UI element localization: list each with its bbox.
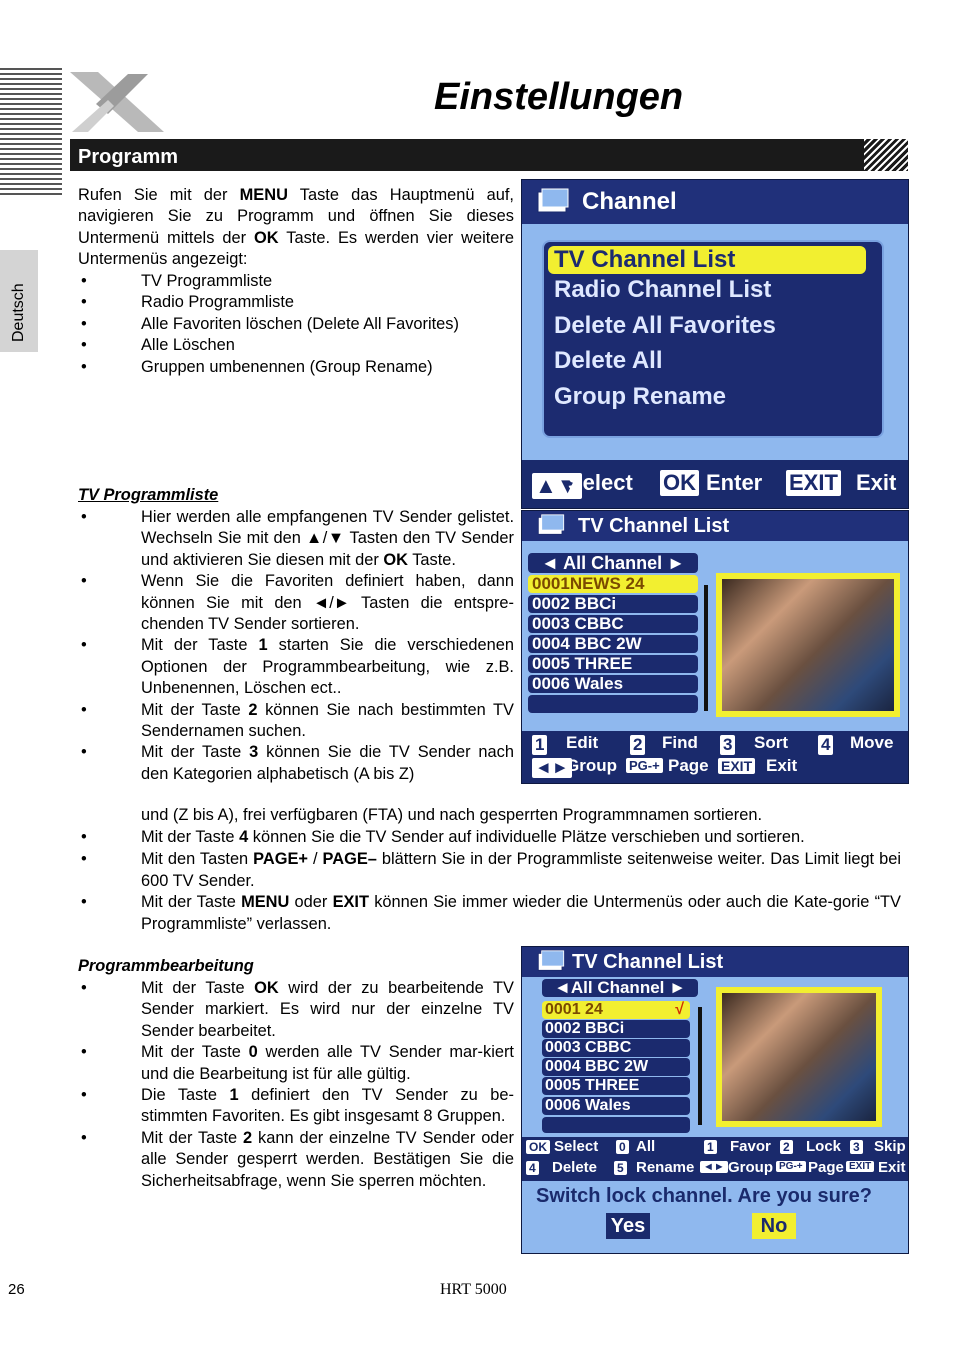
left-right-keys-icon: ◄► (700, 1161, 728, 1173)
key-1: 1 (704, 1140, 717, 1154)
list-item: • Alle Favoriten löschen (Delete All Favorites) (78, 314, 514, 335)
preview-image (722, 579, 894, 711)
key-2: 2 (780, 1140, 793, 1154)
tvlist-bullets-wide (78, 827, 901, 935)
channel-row[interactable]: 0004 BBC 2W (528, 635, 698, 653)
menu-item-delete-all[interactable]: Delete All (554, 347, 663, 374)
no-button[interactable]: No (752, 1213, 796, 1239)
footer-enter: Enter (706, 470, 763, 495)
list-item: • Mit der Taste 2 können Sie nach bestimmten TV Sendernamen suchen. (78, 700, 514, 743)
menu-box (542, 240, 884, 438)
menu-item-tv-channel-list[interactable]: TV Channel List (548, 246, 866, 274)
model-name: HRT 5000 (440, 1281, 507, 1298)
footer-find: Find (662, 733, 698, 752)
list-item: • Die Taste 1 definiert den TV Sender zu be-stimmten Favoriten. Es gibt insgesamt 8 Gruppen. (78, 1085, 514, 1128)
footer-select: Select (568, 470, 633, 495)
list-item: • Mit der Taste 0 werden alle TV Sender mar-kiert und die Bearbeitung ist für alle gültig. (78, 1042, 514, 1085)
key-5: 5 (614, 1161, 627, 1175)
legend-favor: Favor (730, 1138, 771, 1155)
key-2: 2 (630, 735, 645, 755)
screen-body (522, 977, 908, 1137)
intro-paragraph: Rufen Sie mit der MENU Taste das Hauptmenü auf, navigieren Sie zu Programm und öffnen Sie dieses Untermenü mittels der OK Taste. Es werden vier weitere Untermenüs angezeigt: (78, 186, 514, 269)
channel-row-selected[interactable]: 0001 24 √ (542, 1001, 690, 1019)
key-3: 3 (850, 1140, 863, 1154)
left-right-keys-icon: ◄► (532, 758, 572, 778)
scrollbar[interactable] (704, 585, 708, 711)
video-preview (716, 987, 882, 1127)
section-bar (70, 139, 908, 171)
tvlist-bullets (78, 507, 514, 785)
brand-logo-icon (68, 70, 168, 134)
screen-title: TV Channel List (572, 951, 724, 973)
legend-rename: Rename (636, 1159, 695, 1176)
list-item: • Mit der Taste 1 starten Sie die verschiedenen Optionen der Programmbearbeitung, wie z.B. Unbenennen, Löschen ect.. (78, 635, 514, 699)
list-item: • Mit den Tasten PAGE+ / PAGE– blättern Sie in der Programmliste seitenweise weiter. Das Limit liegt bei 600 TV Sender. (78, 849, 901, 892)
menu-item-group-rename[interactable]: Group Rename (554, 383, 727, 410)
group-selector[interactable]: ◄All Channel ► (542, 979, 698, 997)
tv-icon (536, 188, 570, 214)
channel-row[interactable]: 0002 BBCi (528, 595, 698, 613)
channel-row[interactable]: 0005 THREE (528, 655, 698, 673)
footer-group: Group (566, 756, 617, 775)
exit-key: EXIT (718, 758, 755, 774)
list-item: • Mit der Taste 4 können Sie die TV Sender auf individuelle Plätze verschieben und sortieren. (78, 827, 901, 848)
footer-exit: Exit (766, 756, 798, 775)
legend-skip: Skip (874, 1138, 906, 1155)
confirm-dialog (522, 1181, 908, 1253)
channel-row[interactable]: 0005 THREE (542, 1077, 690, 1095)
key-legend (522, 1137, 908, 1181)
yes-button[interactable]: Yes (606, 1213, 650, 1239)
screen-footer (522, 1137, 908, 1253)
screen-header (522, 511, 908, 541)
arrow-keys-icon: ▲▼ (532, 473, 582, 499)
channel-row-empty (528, 695, 698, 713)
group-selector[interactable]: ◄ All Channel ► (528, 553, 698, 573)
submenu-list (78, 271, 514, 378)
channel-row[interactable]: 0006 Wales (542, 1097, 690, 1115)
channel-row[interactable]: 0006 Wales (528, 675, 698, 693)
menu-item-radio-channel-list[interactable]: Radio Channel List (554, 276, 772, 303)
check-icon: √ (675, 1001, 684, 1018)
channel-row[interactable]: 0004 BBC 2W (542, 1058, 690, 1076)
edge-stripes (0, 68, 62, 196)
menu-item-delete-all-favorites[interactable]: Delete All Favorites (554, 312, 776, 339)
exit-key: EXIT (846, 1161, 874, 1172)
page-number: 26 (8, 1281, 25, 1298)
footer-edit: Edit (566, 733, 599, 752)
page-key: PG-+ (776, 1161, 806, 1172)
edit-bullets (78, 978, 514, 1192)
legend-all: All (636, 1138, 656, 1155)
language-tab: Deutsch (0, 250, 38, 352)
list-item: • Mit der Taste 3 können Sie die TV Sender nach den Kategorien alphabetisch (A bis Z) (78, 742, 514, 785)
legend-select: Select (554, 1138, 599, 1155)
exit-key: EXIT (786, 470, 841, 496)
list-item: • Mit der Taste 2 kann der einzelne TV Sender oder alle Sender gesperrt werden. Bestätigen Sie die Sicherheitsabfrage, wenn Sie sperren möchten. (78, 1128, 514, 1192)
section-texture (864, 139, 908, 171)
list-item: • Wenn Sie die Favoriten definiert haben, dann können Sie mit den ◄/► Tasten die entspre-chenden TV Sender sortieren. (78, 571, 514, 635)
key-3: 3 (720, 735, 735, 755)
key-1: 1 (532, 735, 547, 755)
legend-page: Page (808, 1159, 844, 1176)
section-title: Programm (78, 146, 179, 168)
channel-edit-screenshot (521, 946, 909, 1254)
legend-exit: Exit (878, 1159, 906, 1176)
confirm-message: Switch lock channel. Are you sure? (536, 1185, 873, 1207)
tv-channel-list-screenshot (521, 510, 909, 784)
channel-row[interactable]: 0003 CBBC (542, 1039, 690, 1057)
legend-group: Group (728, 1159, 773, 1176)
page-title: Einstellungen (434, 76, 684, 118)
channel-menu-screenshot (521, 179, 909, 509)
legend-delete: Delete (552, 1159, 598, 1176)
screen-title: Channel (582, 188, 677, 215)
screen-footer (522, 731, 908, 783)
footer-move: Move (850, 733, 894, 752)
list-item: • Hier werden alle empfangenen TV Sender gelistet. Wechseln Sie mit den ▲/▼ Tasten den TV Sender und aktivieren Sie diesen mit der OK Taste. (78, 507, 514, 571)
screen-title: TV Channel List (578, 515, 730, 537)
list-item: • Radio Programmliste (78, 292, 514, 313)
channel-row-selected[interactable]: 0001NEWS 24 (528, 575, 698, 593)
ok-key: OK (660, 470, 699, 496)
tv-icon (536, 514, 566, 536)
list-item: • Mit der Taste OK wird der zu bearbeitende TV Sender markiert. Es wird nur der einzelne TV Sender bearbeitet. (78, 978, 514, 1042)
ok-key: OK (526, 1140, 550, 1154)
footer-sort: Sort (754, 733, 788, 752)
screen-body (522, 224, 908, 460)
scrollbar[interactable] (698, 1007, 702, 1125)
legend-lock: Lock (806, 1138, 842, 1155)
key-4: 4 (818, 735, 833, 755)
screen-header (522, 947, 908, 977)
footer-exit: Exit (856, 470, 897, 495)
channel-row[interactable]: 0002 BBCi (542, 1020, 690, 1038)
video-preview (716, 573, 900, 717)
screen-footer (522, 460, 908, 508)
preview-image (722, 993, 876, 1121)
footer-page: Page (668, 756, 709, 775)
tvlist-bullet-continuation: und (Z bis A), frei verfügbaren (FTA) und nach gesperrten Programmnamen sortieren. (141, 806, 762, 824)
channel-row[interactable]: 0003 CBBC (528, 615, 698, 633)
key-0: 0 (616, 1140, 629, 1154)
tvlist-heading: TV Programmliste (78, 486, 219, 504)
key-4: 4 (526, 1161, 539, 1175)
list-item: • TV Programmliste (78, 271, 514, 292)
list-item: • Mit der Taste MENU oder EXIT können Sie immer wieder die Untermenüs oder auch die Kate-gorie “TV Programmliste” verlassen. (78, 892, 901, 935)
list-item: • Gruppen umbenennen (Group Rename) (78, 357, 514, 378)
edit-heading: Programmbearbeitung (78, 957, 254, 975)
screen-header (522, 180, 908, 224)
screen-body (522, 541, 908, 731)
tv-icon (536, 950, 566, 972)
list-item: • Alle Löschen (78, 335, 514, 356)
channel-row-empty (542, 1117, 690, 1133)
page-key: PG-+ (626, 758, 663, 773)
